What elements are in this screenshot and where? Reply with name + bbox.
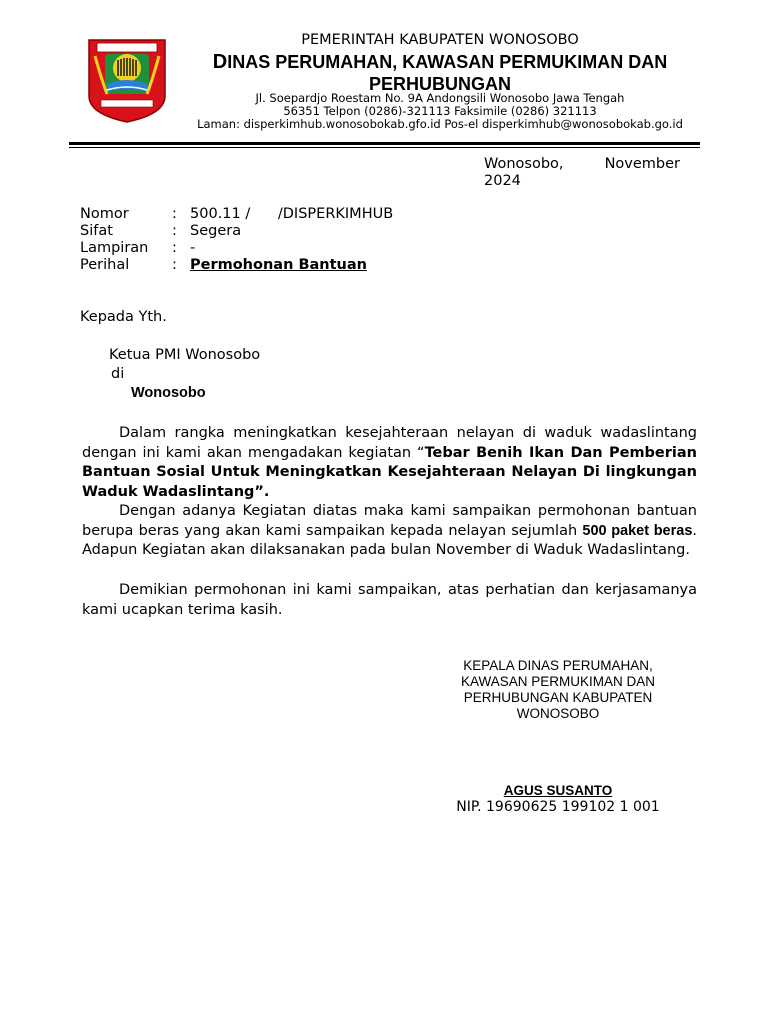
- signatory-nip: NIP. 19690625 199102 1 001: [456, 799, 660, 815]
- recipient-di: di: [111, 366, 125, 382]
- agency-name-line2: PERHUBUNGAN: [368, 74, 511, 94]
- paragraph-2-amount: 500 paket beras: [582, 522, 693, 539]
- agency-name-cap: D: [212, 51, 228, 73]
- agency-web: Laman: disperkimhub.wonosobokab.gfo.id Pos-el disperkimhub@wonosobokab.go.id: [197, 117, 683, 131]
- letter-date: [484, 156, 680, 190]
- salutation: Kepada Yth.: [80, 309, 167, 325]
- agency-phone: 56351 Telpon (0286)-321113 Faksimile (0286) 321113: [283, 104, 597, 118]
- sifat-colon: :: [172, 223, 177, 239]
- lampiran-colon: :: [172, 240, 177, 256]
- signature-title: [440, 658, 676, 722]
- agency-address: Jl. Soepardjo Roestam No. 9A Andongsili Wonosobo Jawa Tengah: [255, 91, 625, 105]
- signatory-name: AGUS SUSANTO: [503, 783, 613, 798]
- paragraph-1-text: Dalam rangka meningkatkan kesejahteraan nelayan di waduk wadaslintang dengan ini kami akan mengadakan kegiatan “: [82, 425, 697, 461]
- government-name: PEMERINTAH KABUPATEN WONOSOBO: [301, 32, 579, 48]
- meta-row-perihal: [80, 257, 393, 274]
- date-month: November: [604, 156, 680, 172]
- letter-meta: [80, 206, 393, 274]
- nomor-colon: :: [172, 206, 177, 222]
- kabupaten-wonosobo-crest-logo: [87, 38, 167, 124]
- meta-row-nomor: [80, 206, 393, 223]
- paragraph-3-text: Demikian permohonan ini kami sampaikan, atas perhatian dan kerjasamanya kami ucapkan terima kasih.: [82, 582, 697, 618]
- signature-title-line2: KAWASAN PERMUKIMAN DAN: [460, 674, 656, 689]
- nomor-label: Nomor: [80, 206, 129, 222]
- paragraph-3: [82, 581, 697, 620]
- nomor-value: 500.11 / /DISPERKIMHUB: [190, 206, 394, 222]
- lampiran-value: -: [190, 240, 196, 256]
- signature-title-line3: PERHUBUNGAN KABUPATEN: [463, 690, 653, 705]
- perihal-colon: :: [172, 257, 177, 273]
- paragraph-1: [82, 424, 697, 502]
- meta-row-lampiran: [80, 240, 393, 257]
- signature-title-line4: WONOSOBO: [516, 706, 600, 721]
- agency-name: [190, 50, 690, 96]
- signature-title-line1: KEPALA DINAS PERUMAHAN,: [463, 658, 653, 673]
- letterhead-divider-thin: [69, 147, 700, 148]
- paragraph-2: [82, 502, 697, 561]
- sifat-value: Segera: [190, 223, 242, 239]
- agency-name-line1: INAS PERUMAHAN, KAWASAN PERMUKIMAN DAN: [227, 52, 668, 72]
- sifat-label: Sifat: [80, 223, 113, 239]
- lampiran-label: Lampiran: [80, 240, 149, 256]
- date-city: Wonosobo,: [484, 156, 564, 172]
- paragraph-1-event-title: Tebar Benih Ikan Dan Pemberian Bantuan Sosial Untuk Meningkatkan Kesejahteraan Nelayan Di lingkungan Waduk Wadaslintang”.: [82, 444, 697, 500]
- paragraph-2-text-a: Dengan adanya Kegiatan diatas maka kami sampaikan permohonan bantuan berupa beras yang akan kami sampaikan kepada nelayan sejumlah: [82, 503, 697, 539]
- letterhead-divider-thick: [69, 142, 700, 145]
- perihal-value: Permohonan Bantuan: [190, 257, 367, 273]
- recipient-name: Ketua PMI Wonosobo: [109, 347, 261, 363]
- recipient-place: Wonosobo: [131, 385, 206, 401]
- date-year: 2024: [484, 173, 521, 189]
- perihal-label: Perihal: [80, 257, 130, 273]
- meta-row-sifat: [80, 223, 393, 240]
- paragraph-2-text-b: . Adapun Kegiatan akan dilaksanakan pada bulan November di Waduk Wadaslintang.: [82, 522, 697, 558]
